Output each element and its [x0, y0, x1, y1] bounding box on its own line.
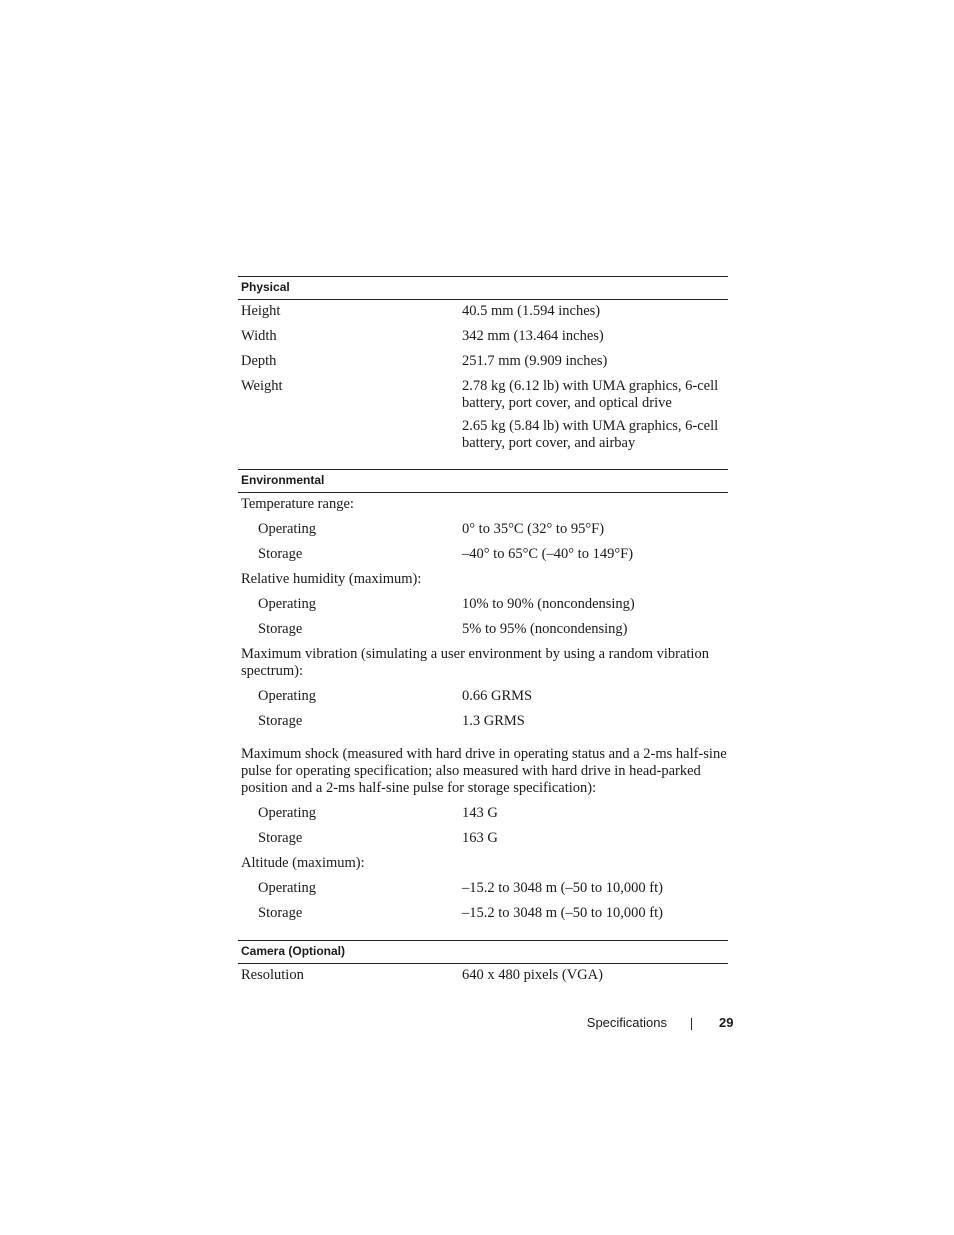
weight-label: Weight: [241, 378, 283, 394]
vibration-operating-row: [238, 688, 728, 705]
weight-row: [238, 378, 728, 452]
page-number: 29: [719, 1015, 734, 1030]
vibration-label: Maximum vibration (simulating a user environment by using a random vibration spectrum):: [241, 646, 709, 679]
humidity-storage-value: 5% to 95% (noncondensing): [462, 621, 628, 637]
resolution-label: Resolution: [241, 967, 304, 983]
width-value: 342 mm (13.464 inches): [462, 328, 604, 344]
vibration-storage-row: [238, 713, 728, 730]
temperature-operating-row: [238, 521, 728, 538]
temperature-storage-value: –40° to 65°C (–40° to 149°F): [462, 546, 634, 562]
height-label: Height: [241, 303, 281, 319]
shock-storage-value: 163 G: [462, 830, 498, 846]
vibration-operating-value: 0.66 GRMS: [462, 688, 533, 704]
temperature-storage-row: [238, 546, 728, 563]
shock-label: Maximum shock (measured with hard drive in operating status and a 2-ms half-sine pulse for operating specification; also measured with hard drive in head-parked position and a 2-ms half-sine pulse for storage specification):: [241, 746, 727, 796]
temperature-operating-label: Operating: [258, 521, 316, 537]
vibration-storage-label: Storage: [258, 713, 303, 729]
humidity-operating-row: [238, 596, 728, 613]
physical-heading: Physical: [238, 276, 728, 300]
shock-storage-row: [238, 830, 728, 847]
humidity-operating-label: Operating: [258, 596, 316, 612]
weight-value-airbay: 2.65 kg (5.84 lb) with UMA graphics, 6-cell battery, port cover, and airbay: [462, 418, 719, 451]
width-row: [238, 328, 728, 345]
height-row: [238, 303, 728, 320]
humidity-label: Relative humidity (maximum):: [241, 571, 422, 587]
altitude-operating-value: –15.2 to 3048 m (–50 to 10,000 ft): [462, 880, 663, 896]
shock-operating-value: 143 G: [462, 805, 498, 821]
depth-label: Depth: [241, 353, 277, 369]
depth-value: 251.7 mm (9.909 inches): [462, 353, 608, 369]
shock-operating-label: Operating: [258, 805, 316, 821]
resolution-value: 640 x 480 pixels (VGA): [462, 967, 603, 983]
temperature-operating-value: 0° to 35°C (32° to 95°F): [462, 521, 605, 537]
page-footer: [0, 1015, 954, 1035]
specifications-table: [238, 276, 728, 984]
vibration-storage-value: 1.3 GRMS: [462, 713, 525, 729]
height-value: 40.5 mm (1.594 inches): [462, 303, 601, 319]
environmental-heading: Environmental: [238, 469, 728, 493]
resolution-row: [238, 967, 728, 984]
footer-section-name: Specifications: [586, 1015, 667, 1030]
altitude-operating-label: Operating: [258, 880, 316, 896]
shock-operating-row: [238, 805, 728, 822]
vibration-operating-label: Operating: [258, 688, 316, 704]
shock-storage-label: Storage: [258, 830, 303, 846]
temperature-label: Temperature range:: [241, 496, 354, 512]
humidity-operating-value: 10% to 90% (noncondensing): [462, 596, 635, 612]
camera-heading: Camera (Optional): [238, 940, 728, 964]
footer-separator: [691, 1018, 692, 1030]
weight-values: [462, 378, 728, 452]
humidity-storage-row: [238, 621, 728, 638]
width-label: Width: [241, 328, 277, 344]
weight-value-optical-drive: 2.78 kg (6.12 lb) with UMA graphics, 6-cell battery, port cover, and optical drive: [462, 378, 719, 411]
altitude-operating-row: [238, 880, 728, 897]
temperature-storage-label: Storage: [258, 546, 303, 562]
humidity-storage-label: Storage: [258, 621, 303, 637]
depth-row: [238, 353, 728, 370]
altitude-storage-value: –15.2 to 3048 m (–50 to 10,000 ft): [462, 905, 663, 921]
altitude-storage-label: Storage: [258, 905, 303, 921]
altitude-storage-row: [238, 905, 728, 922]
altitude-label: Altitude (maximum):: [241, 855, 365, 871]
